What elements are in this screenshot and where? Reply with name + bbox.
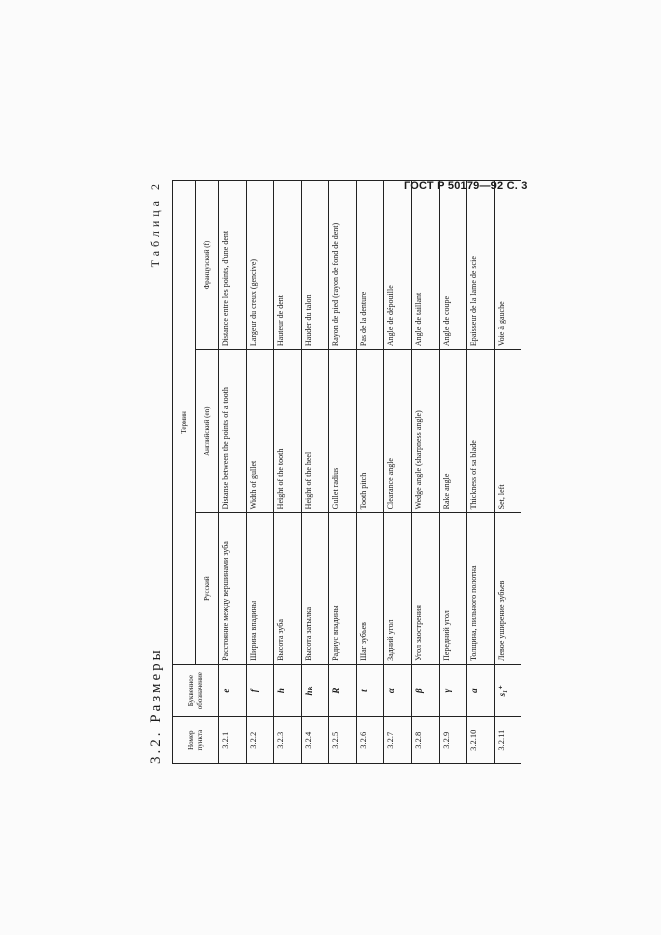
row-russian: Высота затылка [301,513,329,665]
row-french: Voie à gauche [494,181,521,350]
row-symbol: γ [439,664,467,716]
row-french: Hauteur de dent [274,181,302,350]
row-french: Angle de coupe [439,181,467,350]
column-header-terms: Термин [173,181,196,665]
row-symbol: s₁⁺ [494,664,521,716]
row-french: Angle de taillant [412,181,440,350]
row-symbol: α [384,664,412,716]
row-symbol: R [329,664,357,716]
row-french: Pas de la denture [356,181,384,350]
section-title: 3.2. Размеры [148,647,164,764]
row-english: Clearance angle [384,350,412,513]
row-french: Epaisseur de la lame de scie [467,181,495,350]
row-english: Gullet radius [329,350,357,513]
row-symbol: f [246,664,274,716]
row-french: Distance entre les points, d'une dent [219,181,247,350]
row-russian: Передний угол [439,513,467,665]
row-english: Width of gullet [246,350,274,513]
row-symbol: hₖ [301,664,329,716]
row-number: 3.2.11 [494,717,521,764]
row-number: 3.2.3 [274,717,302,764]
table-row [246,181,274,764]
row-russian: Ширина впадины [246,513,274,665]
row-french: Angle de dépouille [384,181,412,350]
table-row [274,181,302,764]
table-row [412,181,440,764]
row-russian: Шаг зубьев [356,513,384,665]
row-russian: Толщина, пильного полотна [467,513,495,665]
row-symbol: t [356,664,384,716]
table-row [219,181,247,764]
row-english: Distanse between the points of a tooth [219,350,247,513]
table-row [356,181,384,764]
table-row [467,181,495,764]
row-french: Largeur du creux (gencive) [246,181,274,350]
row-number: 3.2.7 [384,717,412,764]
column-header-english: Английский (en) [196,350,219,513]
row-number: 3.2.6 [356,717,384,764]
rotated-page-content [148,180,521,764]
table-label: Таблица 2 [148,180,162,268]
column-header-french: Французский (f) [196,181,219,350]
row-number: 3.2.5 [329,717,357,764]
page-header-standard: ГОСТ Р 50179—92 С. 3 [404,180,528,192]
row-english: Set, left [494,350,521,513]
row-french: Rayon de pied (rayon de fond de dent) [329,181,357,350]
table-row [494,181,521,764]
row-symbol: h [274,664,302,716]
row-english: Thickness of sa blade [467,350,495,513]
row-symbol: e [219,664,247,716]
table-row [329,181,357,764]
row-english: Wedge angle (sharpness angle) [412,350,440,513]
row-russian: Угол заострения [412,513,440,665]
table-row [301,181,329,764]
column-header-number: Номер пункта [173,717,219,764]
row-english: Rake angle [439,350,467,513]
row-english: Height of the heel [301,350,329,513]
row-number: 3.2.4 [301,717,329,764]
table-row [384,181,412,764]
row-symbol: β [412,664,440,716]
row-english: Height of the tooth [274,350,302,513]
column-header-symbol: Буквенное обозначение [173,664,219,716]
table-row [439,181,467,764]
row-russian: Радиус впадины [329,513,357,665]
row-number: 3.2.9 [439,717,467,764]
row-russian: Левое уширение зубьев [494,513,521,665]
row-number: 3.2.2 [246,717,274,764]
column-header-russian: Русский [196,513,219,665]
row-number: 3.2.8 [412,717,440,764]
row-russian: Высота зуба [274,513,302,665]
row-english: Tooth pitch [356,350,384,513]
row-number: 3.2.1 [219,717,247,764]
row-russian: Задний угол [384,513,412,665]
row-number: 3.2.10 [467,717,495,764]
row-french: Hauder du talon [301,181,329,350]
row-symbol: a [467,664,495,716]
terms-table [172,180,521,764]
row-russian: Расстояние между вершинами зуба [219,513,247,665]
